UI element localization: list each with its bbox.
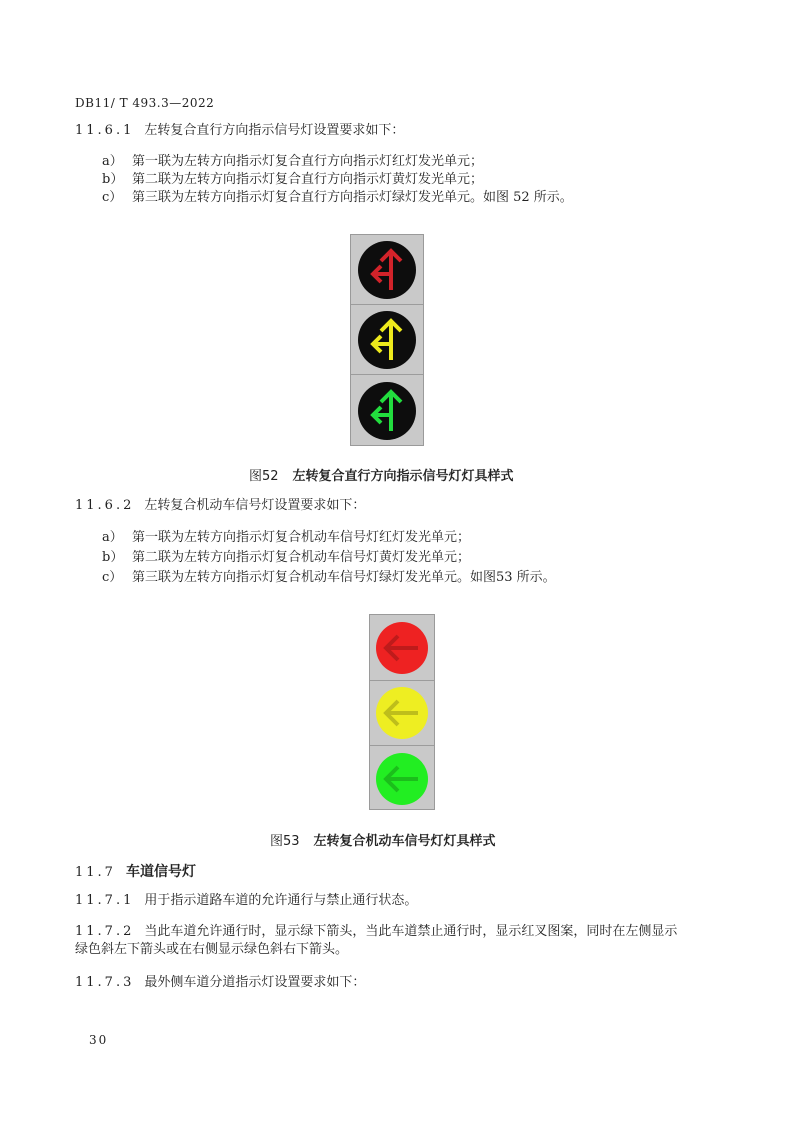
list-letter: a） bbox=[102, 154, 123, 169]
figure-title: 左转复合机动车信号灯灯具样式 bbox=[313, 834, 496, 849]
clause-text: 左转复合直行方向指示信号灯设置要求如下： bbox=[144, 123, 405, 138]
signal-unit-yellow bbox=[351, 305, 423, 375]
figure-53-signal-head bbox=[369, 614, 435, 810]
list-item bbox=[102, 171, 483, 189]
clause-text: 用于指示道路车道的允许通行与禁止通行状态。 bbox=[144, 893, 418, 908]
clause-text: 最外侧车道分道指示灯设置要求如下： bbox=[144, 975, 366, 990]
clause-11-7-1 bbox=[75, 892, 417, 910]
list-item bbox=[102, 189, 573, 207]
doc-code-header: DB11/ T 493.3—2022 bbox=[75, 96, 215, 110]
figure-53-caption bbox=[270, 830, 496, 849]
list-item bbox=[102, 569, 556, 587]
clause-11-7-3 bbox=[75, 974, 365, 992]
list-letter: c） bbox=[102, 190, 123, 205]
list-item bbox=[102, 549, 470, 567]
list-text: 第一联为左转方向指示灯复合直行方向指示灯红灯发光单元； bbox=[132, 154, 484, 169]
clause-number: 11.7.1 bbox=[75, 893, 135, 908]
clause-number: 11.6.2 bbox=[75, 498, 135, 513]
list-text: 第一联为左转方向指示灯复合机动车信号灯红灯发光单元； bbox=[132, 530, 471, 545]
clause-11-6-1 bbox=[75, 122, 404, 140]
clause-11-6-2 bbox=[75, 497, 365, 515]
clause-text: 左转复合机动车信号灯设置要求如下： bbox=[144, 498, 366, 513]
list-item bbox=[102, 153, 483, 171]
section-title: 车道信号灯 bbox=[125, 864, 196, 880]
list-text: 第二联为左转方向指示灯复合直行方向指示灯黄灯发光单元； bbox=[132, 172, 484, 187]
clause-11-7-2 bbox=[75, 923, 677, 941]
clause-number: 11.7.3 bbox=[75, 975, 135, 990]
list-letter: b） bbox=[102, 172, 124, 187]
figure-52-signal-head bbox=[350, 234, 424, 446]
signal-unit-green bbox=[370, 746, 434, 811]
signal-unit-yellow bbox=[370, 681, 434, 746]
list-letter: a） bbox=[102, 530, 123, 545]
list-text: 第三联为左转方向指示灯复合直行方向指示灯绿灯发光单元。如图 52 所示。 bbox=[132, 190, 573, 205]
figure-52-caption bbox=[249, 465, 514, 484]
list-letter: b） bbox=[102, 550, 124, 565]
section-11-7 bbox=[75, 861, 196, 882]
left-straight-arrow-icon bbox=[357, 310, 417, 370]
left-arrow-icon bbox=[374, 685, 430, 741]
list-text: 第三联为左转方向指示灯复合机动车信号灯绿灯发光单元。如图53 所示。 bbox=[132, 570, 556, 585]
list-item bbox=[102, 529, 470, 547]
figure-number: 图52 bbox=[249, 469, 279, 484]
list-letter: c） bbox=[102, 570, 123, 585]
left-straight-arrow-icon bbox=[357, 240, 417, 300]
page-number: 30 bbox=[89, 1033, 109, 1047]
figure-title: 左转复合直行方向指示信号灯灯具样式 bbox=[292, 469, 514, 484]
left-arrow-icon bbox=[374, 751, 430, 807]
figure-number: 图53 bbox=[270, 834, 300, 849]
list-text: 第二联为左转方向指示灯复合机动车信号灯黄灯发光单元； bbox=[132, 550, 471, 565]
section-number: 11.7 bbox=[75, 865, 116, 880]
clause-number: 11.7.2 bbox=[75, 924, 135, 939]
clause-number: 11.6.1 bbox=[75, 123, 135, 138]
left-arrow-icon bbox=[374, 620, 430, 676]
signal-unit-red bbox=[351, 235, 423, 305]
left-straight-arrow-icon bbox=[357, 381, 417, 441]
signal-unit-red bbox=[370, 615, 434, 681]
signal-unit-green bbox=[351, 375, 423, 447]
clause-text-line-1: 当此车道允许通行时，显示绿下箭头，当此车道禁止通行时，显示红叉图案，同时在左侧显示 bbox=[144, 924, 678, 939]
clause-11-7-2-continued: 绿色斜左下箭头或在右侧显示绿色斜右下箭头。 bbox=[75, 942, 349, 957]
